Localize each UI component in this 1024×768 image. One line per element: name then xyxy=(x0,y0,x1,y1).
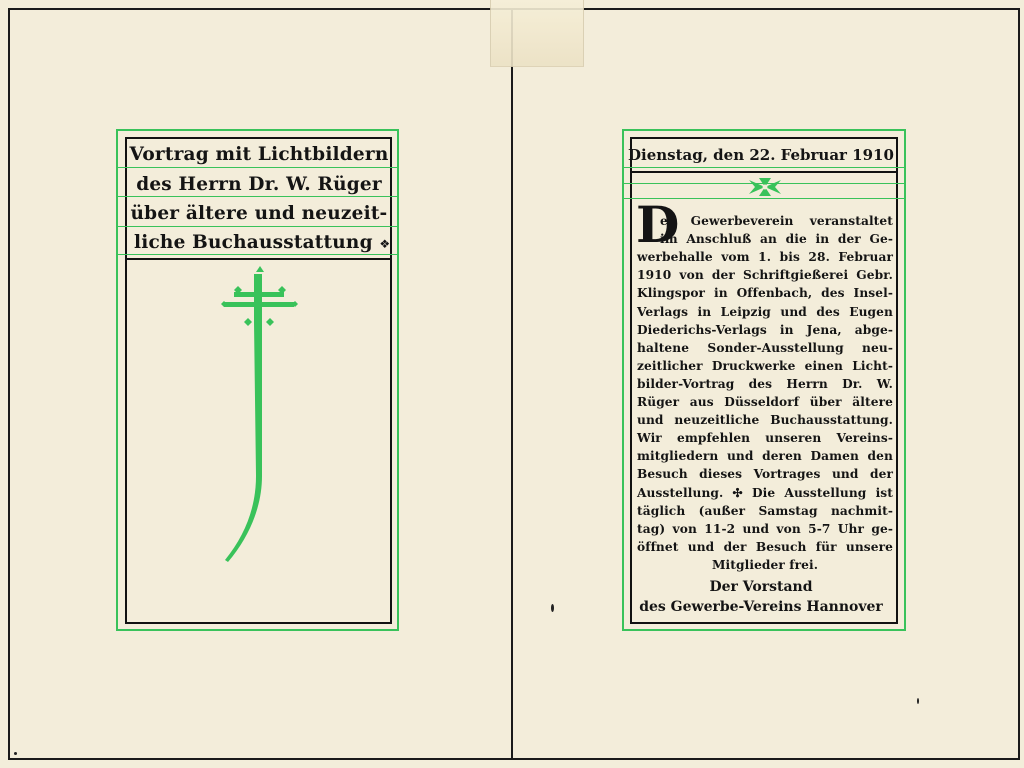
outer-border-bottom xyxy=(8,758,1020,760)
right-black-frame-bottom xyxy=(630,622,898,624)
scan-speck xyxy=(551,604,554,612)
center-fold xyxy=(511,8,513,760)
body-line: öffnet und der Besuch für unsere xyxy=(637,539,893,554)
body-line: haltene Sonder-Ausstellung neu- xyxy=(637,340,893,355)
body-line: tag) von 11-2 und von 5-7 Uhr ge- xyxy=(637,521,893,536)
body-line: und neuzeitliche Buchausstattung. xyxy=(637,413,893,428)
event-date: Dienstag, den 22. Februar 1910 xyxy=(628,146,894,164)
left-green-frame-bottom xyxy=(116,629,399,631)
left-green-rule-3 xyxy=(118,226,398,227)
left-green-frame-left xyxy=(116,129,118,631)
title-line-4 xyxy=(128,230,390,255)
right-date-rule xyxy=(630,171,898,173)
body-line: Mitglieder frei. xyxy=(711,557,819,572)
leaf-ornament-icon xyxy=(745,177,785,197)
scan-speck xyxy=(14,752,17,755)
left-green-frame-right xyxy=(397,129,399,631)
right-green-frame-bottom xyxy=(622,629,906,631)
left-green-frame-top xyxy=(116,129,399,131)
body-line: im Anschluß an die in der Ge- xyxy=(660,232,893,247)
left-black-frame-top xyxy=(125,137,392,139)
outer-border-right xyxy=(1018,8,1020,760)
body-line: werbehalle vom 1. bis 28. Februar xyxy=(637,250,893,265)
scan-speck xyxy=(917,698,919,704)
right-green-frame-left xyxy=(622,129,624,631)
body-line: Besuch dieses Vortrages und der xyxy=(637,467,893,482)
right-black-frame-left xyxy=(630,137,632,624)
left-black-frame-bottom xyxy=(125,622,392,624)
signature-line-2: des Gewerbe-Vereins Hannover xyxy=(639,599,883,615)
body-line: Wir empfehlen unseren Vereins- xyxy=(637,431,893,446)
fleuron-icon: ❖ xyxy=(379,237,391,251)
right-black-frame-top xyxy=(630,137,898,139)
body-line: Diederichs-Verlags in Jena, abge- xyxy=(637,322,893,337)
right-green-frame-right xyxy=(904,129,906,631)
lorraine-cross-icon xyxy=(220,266,300,566)
left-black-frame-left xyxy=(125,137,127,624)
body-line: Ausstellung. ✣ Die Ausstellung ist xyxy=(637,485,893,500)
left-title-rule xyxy=(125,258,392,260)
title-line-1: Vortrag mit Lichtbildern xyxy=(129,144,389,165)
right-black-frame-right xyxy=(896,137,898,624)
right-green-frame-top xyxy=(622,129,906,131)
body-line: bilder-Vortrag des Herrn Dr. W. xyxy=(637,376,893,391)
body-line: Klingspor in Offenbach, des Insel- xyxy=(637,286,893,301)
body-line: Verlags in Leipzig und des Eugen xyxy=(637,304,893,319)
title-line-4-text: liche Buchausstattung xyxy=(134,232,373,253)
body-line: 1910 von der Schriftgießerei Gebr. xyxy=(637,268,893,283)
title-line-2: des Herrn Dr. W. Rüger xyxy=(136,174,382,195)
body-line: Rüger aus Düsseldorf über ältere xyxy=(637,395,893,409)
title-line-3: über ältere und neuzeit- xyxy=(130,203,388,224)
body-line: mitgliedern und deren Damen den xyxy=(637,449,893,464)
left-black-frame-right xyxy=(390,137,392,624)
drop-cap: D xyxy=(636,195,680,254)
tape-strip xyxy=(490,0,584,67)
outer-border-left xyxy=(8,8,10,760)
body-line: er Gewerbeverein veranstaltet xyxy=(660,214,893,228)
left-green-rule-1 xyxy=(118,167,398,168)
body-line: täglich (außer Samstag nachmit- xyxy=(637,503,893,518)
body-line: zeitlicher Druckwerke einen Licht- xyxy=(637,358,893,373)
signature-line-1: Der Vorstand xyxy=(709,579,813,595)
